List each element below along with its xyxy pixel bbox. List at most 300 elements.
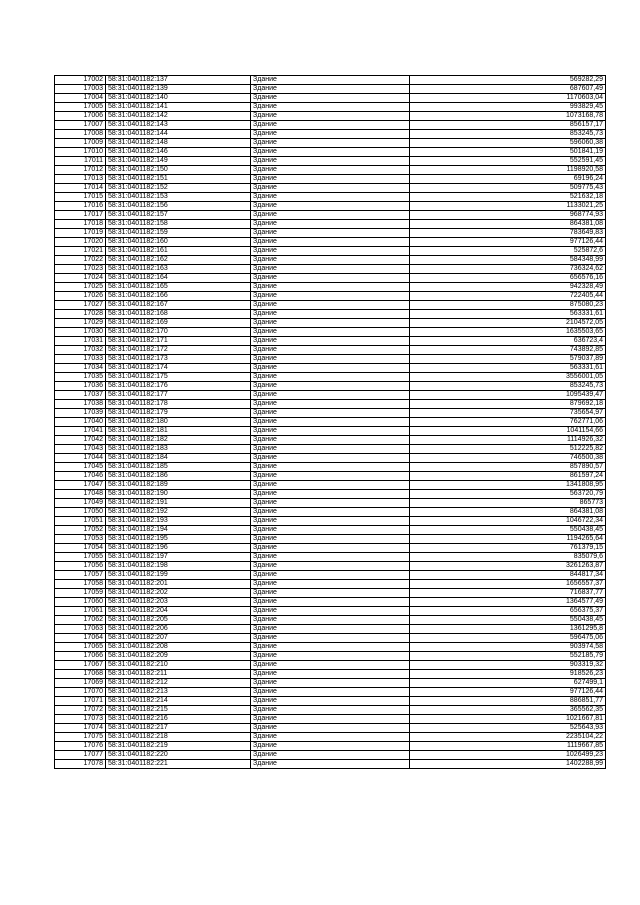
value-cell: 903974,58 (410, 643, 606, 652)
object-type-cell: Здание (251, 211, 410, 220)
cadastral-number-cell: 58:31:0401182:146 (106, 148, 251, 157)
table-row (55, 310, 606, 319)
table-row (55, 553, 606, 562)
row-number-cell: 17046 (55, 472, 106, 481)
value-cell: 579037,89 (410, 355, 606, 364)
table-row (55, 328, 606, 337)
value-cell: 1194265,64 (410, 535, 606, 544)
table-row (55, 706, 606, 715)
value-cell: 596475,06 (410, 634, 606, 643)
value-cell: 525872,6 (410, 247, 606, 256)
cadastral-number-cell: 58:31:0401182:149 (106, 157, 251, 166)
cadastral-number-cell: 58:31:0401182:208 (106, 643, 251, 652)
row-number-cell: 17068 (55, 670, 106, 679)
object-type-cell: Здание (251, 652, 410, 661)
row-number-cell: 17066 (55, 652, 106, 661)
row-number-cell: 17076 (55, 742, 106, 751)
table-row (55, 166, 606, 175)
row-number-cell: 17017 (55, 211, 106, 220)
cadastral-number-cell: 58:31:0401182:182 (106, 436, 251, 445)
table-row (55, 355, 606, 364)
table-row (55, 607, 606, 616)
row-number-cell: 17015 (55, 193, 106, 202)
object-type-cell: Здание (251, 166, 410, 175)
table-row (55, 760, 606, 769)
row-number-cell: 17056 (55, 562, 106, 571)
row-number-cell: 17014 (55, 184, 106, 193)
row-number-cell: 17058 (55, 580, 106, 589)
value-cell: 69196,24 (410, 175, 606, 184)
row-number-cell: 17035 (55, 373, 106, 382)
value-cell: 552591,45 (410, 157, 606, 166)
cadastral-number-cell: 58:31:0401182:198 (106, 562, 251, 571)
table-row (55, 427, 606, 436)
value-cell: 864381,08 (410, 220, 606, 229)
cadastral-number-cell: 58:31:0401182:142 (106, 112, 251, 121)
cadastral-number-cell: 58:31:0401182:148 (106, 139, 251, 148)
table-row (55, 481, 606, 490)
value-cell: 521632,18 (410, 193, 606, 202)
row-number-cell: 17038 (55, 400, 106, 409)
cadastral-number-cell: 58:31:0401182:139 (106, 85, 251, 94)
cadastral-number-cell: 58:31:0401182:150 (106, 166, 251, 175)
value-cell: 918526,23 (410, 670, 606, 679)
value-cell: 596060,38 (410, 139, 606, 148)
value-cell: 761379,15 (410, 544, 606, 553)
value-cell: 1046722,34 (410, 517, 606, 526)
object-type-cell: Здание (251, 337, 410, 346)
table-row (55, 202, 606, 211)
object-type-cell: Здание (251, 391, 410, 400)
value-cell: 1119667,85 (410, 742, 606, 751)
object-type-cell: Здание (251, 256, 410, 265)
row-number-cell: 17047 (55, 481, 106, 490)
row-number-cell: 17057 (55, 571, 106, 580)
value-cell: 569282,29 (410, 76, 606, 85)
row-number-cell: 17041 (55, 427, 106, 436)
table-row (55, 643, 606, 652)
value-cell: 853245,73 (410, 382, 606, 391)
cadastral-number-cell: 58:31:0401182:176 (106, 382, 251, 391)
cadastral-number-cell: 58:31:0401182:165 (106, 283, 251, 292)
cadastral-number-cell: 58:31:0401182:194 (106, 526, 251, 535)
object-type-cell: Здание (251, 220, 410, 229)
object-type-cell: Здание (251, 400, 410, 409)
object-type-cell: Здание (251, 364, 410, 373)
value-cell: 977126,44 (410, 688, 606, 697)
cadastral-number-cell: 58:31:0401182:144 (106, 130, 251, 139)
value-cell: 783649,83 (410, 229, 606, 238)
value-cell: 1198920,58 (410, 166, 606, 175)
row-number-cell: 17034 (55, 364, 106, 373)
row-number-cell: 17065 (55, 643, 106, 652)
row-number-cell: 17039 (55, 409, 106, 418)
cadastral-number-cell: 58:31:0401182:152 (106, 184, 251, 193)
data-table (54, 75, 606, 769)
table-row (55, 418, 606, 427)
cadastral-number-cell: 58:31:0401182:174 (106, 364, 251, 373)
value-cell: 865773 (410, 499, 606, 508)
table-row (55, 220, 606, 229)
value-cell: 1635503,65 (410, 328, 606, 337)
object-type-cell: Здание (251, 418, 410, 427)
cadastral-number-cell: 58:31:0401182:160 (106, 238, 251, 247)
table-row (55, 490, 606, 499)
cadastral-number-cell: 58:31:0401182:204 (106, 607, 251, 616)
value-cell: 864381,08 (410, 508, 606, 517)
table-row (55, 211, 606, 220)
row-number-cell: 17020 (55, 238, 106, 247)
cadastral-number-cell: 58:31:0401182:220 (106, 751, 251, 760)
object-type-cell: Здание (251, 616, 410, 625)
cadastral-number-cell: 58:31:0401182:141 (106, 103, 251, 112)
row-number-cell: 17002 (55, 76, 106, 85)
row-number-cell: 17021 (55, 247, 106, 256)
object-type-cell: Здание (251, 265, 410, 274)
table-row (55, 121, 606, 130)
cadastral-number-cell: 58:31:0401182:153 (106, 193, 251, 202)
object-type-cell: Здание (251, 580, 410, 589)
table-row (55, 112, 606, 121)
table-row (55, 625, 606, 634)
row-number-cell: 17042 (55, 436, 106, 445)
object-type-cell: Здание (251, 562, 410, 571)
object-type-cell: Здание (251, 490, 410, 499)
object-type-cell: Здание (251, 472, 410, 481)
table-row (55, 319, 606, 328)
table-row (55, 157, 606, 166)
document-page (54, 75, 606, 769)
cadastral-number-cell: 58:31:0401182:211 (106, 670, 251, 679)
value-cell: 563331,61 (410, 310, 606, 319)
value-cell: 743892,85 (410, 346, 606, 355)
row-number-cell: 17040 (55, 418, 106, 427)
object-type-cell: Здание (251, 508, 410, 517)
table-row (55, 184, 606, 193)
value-cell: 1364577,49 (410, 598, 606, 607)
table-row (55, 751, 606, 760)
table-row (55, 571, 606, 580)
cadastral-number-cell: 58:31:0401182:157 (106, 211, 251, 220)
cadastral-number-cell: 58:31:0401182:140 (106, 94, 251, 103)
cadastral-number-cell: 58:31:0401182:181 (106, 427, 251, 436)
table-row (55, 238, 606, 247)
row-number-cell: 17062 (55, 616, 106, 625)
row-number-cell: 17067 (55, 661, 106, 670)
cadastral-number-cell: 58:31:0401182:209 (106, 652, 251, 661)
object-type-cell: Здание (251, 409, 410, 418)
row-number-cell: 17053 (55, 535, 106, 544)
object-type-cell: Здание (251, 247, 410, 256)
value-cell: 735654,97 (410, 409, 606, 418)
row-number-cell: 17029 (55, 319, 106, 328)
row-number-cell: 17078 (55, 760, 106, 769)
table-row (55, 472, 606, 481)
object-type-cell: Здание (251, 184, 410, 193)
table-row (55, 337, 606, 346)
row-number-cell: 17061 (55, 607, 106, 616)
table-row (55, 733, 606, 742)
value-cell: 942328,49 (410, 283, 606, 292)
value-cell: 552185,79 (410, 652, 606, 661)
cadastral-number-cell: 58:31:0401182:179 (106, 409, 251, 418)
table-row (55, 652, 606, 661)
table-row (55, 742, 606, 751)
cadastral-number-cell: 58:31:0401182:164 (106, 274, 251, 283)
cadastral-number-cell: 58:31:0401182:171 (106, 337, 251, 346)
cadastral-number-cell: 58:31:0401182:196 (106, 544, 251, 553)
object-type-cell: Здание (251, 319, 410, 328)
object-type-cell: Здание (251, 661, 410, 670)
cadastral-number-cell: 58:31:0401182:161 (106, 247, 251, 256)
object-type-cell: Здание (251, 445, 410, 454)
value-cell: 656576,16 (410, 274, 606, 283)
table-row (55, 193, 606, 202)
table-row (55, 364, 606, 373)
row-number-cell: 17037 (55, 391, 106, 400)
value-cell: 1170603,04 (410, 94, 606, 103)
row-number-cell: 17009 (55, 139, 106, 148)
row-number-cell: 17005 (55, 103, 106, 112)
cadastral-number-cell: 58:31:0401182:177 (106, 391, 251, 400)
cadastral-number-cell: 58:31:0401182:178 (106, 400, 251, 409)
object-type-cell: Здание (251, 481, 410, 490)
cadastral-number-cell: 58:31:0401182:206 (106, 625, 251, 634)
object-type-cell: Здание (251, 76, 410, 85)
table-row (55, 130, 606, 139)
table-row (55, 256, 606, 265)
value-cell: 1041154,66 (410, 427, 606, 436)
object-type-cell: Здание (251, 436, 410, 445)
value-cell: 977126,44 (410, 238, 606, 247)
value-cell: 509775,43 (410, 184, 606, 193)
object-type-cell: Здание (251, 373, 410, 382)
table-row (55, 94, 606, 103)
object-type-cell: Здание (251, 526, 410, 535)
row-number-cell: 17052 (55, 526, 106, 535)
row-number-cell: 17077 (55, 751, 106, 760)
object-type-cell: Здание (251, 130, 410, 139)
cadastral-number-cell: 58:31:0401182:199 (106, 571, 251, 580)
cadastral-number-cell: 58:31:0401182:212 (106, 679, 251, 688)
value-cell: 746500,38 (410, 454, 606, 463)
row-number-cell: 17028 (55, 310, 106, 319)
row-number-cell: 17071 (55, 697, 106, 706)
object-type-cell: Здание (251, 193, 410, 202)
value-cell: 993829,45 (410, 103, 606, 112)
table-row (55, 346, 606, 355)
table-body (55, 76, 606, 769)
object-type-cell: Здание (251, 742, 410, 751)
cadastral-number-cell: 58:31:0401182:221 (106, 760, 251, 769)
object-type-cell: Здание (251, 463, 410, 472)
cadastral-number-cell: 58:31:0401182:210 (106, 661, 251, 670)
cadastral-number-cell: 58:31:0401182:189 (106, 481, 251, 490)
object-type-cell: Здание (251, 454, 410, 463)
value-cell: 886851,77 (410, 697, 606, 706)
value-cell: 844817,34 (410, 571, 606, 580)
value-cell: 365562,35 (410, 706, 606, 715)
object-type-cell: Здание (251, 589, 410, 598)
object-type-cell: Здание (251, 148, 410, 157)
row-number-cell: 17074 (55, 724, 106, 733)
object-type-cell: Здание (251, 202, 410, 211)
row-number-cell: 17023 (55, 265, 106, 274)
value-cell: 563720,79 (410, 490, 606, 499)
object-type-cell: Здание (251, 94, 410, 103)
row-number-cell: 17055 (55, 553, 106, 562)
value-cell: 550438,45 (410, 526, 606, 535)
table-row (55, 688, 606, 697)
row-number-cell: 17012 (55, 166, 106, 175)
cadastral-number-cell: 58:31:0401182:216 (106, 715, 251, 724)
object-type-cell: Здание (251, 571, 410, 580)
cadastral-number-cell: 58:31:0401182:167 (106, 301, 251, 310)
value-cell: 1073168,78 (410, 112, 606, 121)
row-number-cell: 17019 (55, 229, 106, 238)
value-cell: 563331,61 (410, 364, 606, 373)
value-cell: 716837,77 (410, 589, 606, 598)
object-type-cell: Здание (251, 679, 410, 688)
value-cell: 1114926,32 (410, 436, 606, 445)
table-row (55, 697, 606, 706)
value-cell: 627499,1 (410, 679, 606, 688)
table-row (55, 148, 606, 157)
object-type-cell: Здание (251, 310, 410, 319)
object-type-cell: Здание (251, 706, 410, 715)
value-cell: 722405,44 (410, 292, 606, 301)
value-cell: 1656557,37 (410, 580, 606, 589)
object-type-cell: Здание (251, 607, 410, 616)
table-row (55, 247, 606, 256)
value-cell: 3261263,87 (410, 562, 606, 571)
row-number-cell: 17044 (55, 454, 106, 463)
table-row (55, 85, 606, 94)
table-row (55, 616, 606, 625)
value-cell: 656375,37 (410, 607, 606, 616)
row-number-cell: 17069 (55, 679, 106, 688)
cadastral-number-cell: 58:31:0401182:193 (106, 517, 251, 526)
cadastral-number-cell: 58:31:0401182:143 (106, 121, 251, 130)
row-number-cell: 17054 (55, 544, 106, 553)
object-type-cell: Здание (251, 517, 410, 526)
cadastral-number-cell: 58:31:0401182:159 (106, 229, 251, 238)
table-row (55, 409, 606, 418)
cadastral-number-cell: 58:31:0401182:218 (106, 733, 251, 742)
cadastral-number-cell: 58:31:0401182:175 (106, 373, 251, 382)
row-number-cell: 17013 (55, 175, 106, 184)
row-number-cell: 17003 (55, 85, 106, 94)
value-cell: 1133021,25 (410, 202, 606, 211)
row-number-cell: 17043 (55, 445, 106, 454)
object-type-cell: Здание (251, 760, 410, 769)
table-row (55, 382, 606, 391)
cadastral-number-cell: 58:31:0401182:173 (106, 355, 251, 364)
row-number-cell: 17048 (55, 490, 106, 499)
value-cell: 879692,18 (410, 400, 606, 409)
table-row (55, 661, 606, 670)
table-row (55, 499, 606, 508)
row-number-cell: 17016 (55, 202, 106, 211)
object-type-cell: Здание (251, 427, 410, 436)
row-number-cell: 17063 (55, 625, 106, 634)
cadastral-number-cell: 58:31:0401182:192 (106, 508, 251, 517)
cadastral-number-cell: 58:31:0401182:205 (106, 616, 251, 625)
row-number-cell: 17018 (55, 220, 106, 229)
object-type-cell: Здание (251, 283, 410, 292)
table-row (55, 436, 606, 445)
table-row (55, 274, 606, 283)
table-row (55, 139, 606, 148)
row-number-cell: 17004 (55, 94, 106, 103)
cadastral-number-cell: 58:31:0401182:169 (106, 319, 251, 328)
table-row (55, 463, 606, 472)
object-type-cell: Здание (251, 292, 410, 301)
value-cell: 1361295,8 (410, 625, 606, 634)
row-number-cell: 17045 (55, 463, 106, 472)
row-number-cell: 17075 (55, 733, 106, 742)
cadastral-number-cell: 58:31:0401182:180 (106, 418, 251, 427)
object-type-cell: Здание (251, 715, 410, 724)
value-cell: 857890,57 (410, 463, 606, 472)
table-row (55, 679, 606, 688)
cadastral-number-cell: 58:31:0401182:184 (106, 454, 251, 463)
table-row (55, 508, 606, 517)
row-number-cell: 17027 (55, 301, 106, 310)
table-row (55, 265, 606, 274)
value-cell: 636723,4 (410, 337, 606, 346)
cadastral-number-cell: 58:31:0401182:158 (106, 220, 251, 229)
row-number-cell: 17036 (55, 382, 106, 391)
cadastral-number-cell: 58:31:0401182:203 (106, 598, 251, 607)
object-type-cell: Здание (251, 751, 410, 760)
object-type-cell: Здание (251, 553, 410, 562)
value-cell: 1341808,95 (410, 481, 606, 490)
object-type-cell: Здание (251, 274, 410, 283)
table-row (55, 589, 606, 598)
row-number-cell: 17007 (55, 121, 106, 130)
table-row (55, 526, 606, 535)
row-number-cell: 17031 (55, 337, 106, 346)
row-number-cell: 17059 (55, 589, 106, 598)
row-number-cell: 17008 (55, 130, 106, 139)
object-type-cell: Здание (251, 301, 410, 310)
value-cell: 1021667,81 (410, 715, 606, 724)
object-type-cell: Здание (251, 328, 410, 337)
row-number-cell: 17070 (55, 688, 106, 697)
table-row (55, 400, 606, 409)
cadastral-number-cell: 58:31:0401182:213 (106, 688, 251, 697)
value-cell: 525643,93 (410, 724, 606, 733)
object-type-cell: Здание (251, 346, 410, 355)
value-cell: 861597,24 (410, 472, 606, 481)
row-number-cell: 17006 (55, 112, 106, 121)
table-row (55, 454, 606, 463)
object-type-cell: Здание (251, 625, 410, 634)
object-type-cell: Здание (251, 697, 410, 706)
object-type-cell: Здание (251, 112, 410, 121)
table-row (55, 634, 606, 643)
cadastral-number-cell: 58:31:0401182:215 (106, 706, 251, 715)
row-number-cell: 17064 (55, 634, 106, 643)
row-number-cell: 17073 (55, 715, 106, 724)
value-cell: 903319,32 (410, 661, 606, 670)
row-number-cell: 17010 (55, 148, 106, 157)
value-cell: 584348,99 (410, 256, 606, 265)
value-cell: 835079,6 (410, 553, 606, 562)
cadastral-number-cell: 58:31:0401182:183 (106, 445, 251, 454)
table-row (55, 670, 606, 679)
